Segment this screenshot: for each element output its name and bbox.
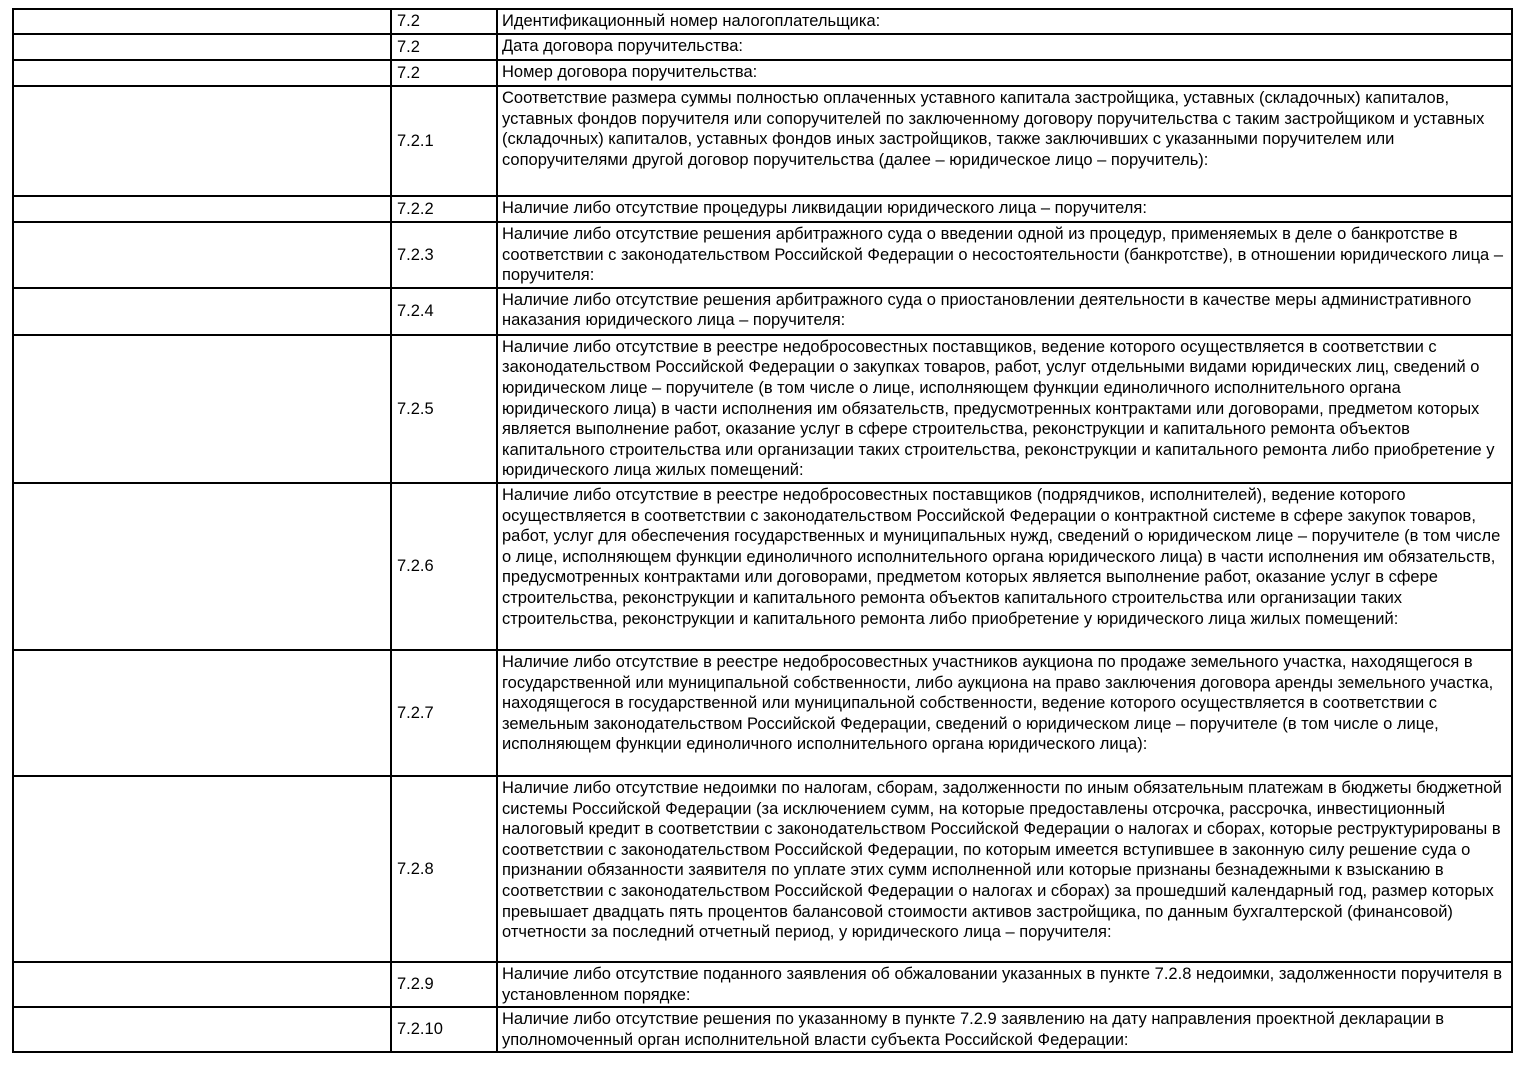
empty-value-cell bbox=[13, 9, 391, 34]
empty-value-cell bbox=[13, 650, 391, 776]
empty-value-cell bbox=[13, 86, 391, 196]
item-number-cell: 7.2 bbox=[391, 60, 497, 86]
empty-value-cell bbox=[13, 222, 391, 288]
table-row bbox=[13, 86, 1512, 196]
empty-value-cell bbox=[13, 335, 391, 483]
item-number-cell: 7.2.10 bbox=[391, 1007, 497, 1052]
item-number-cell: 7.2 bbox=[391, 9, 497, 34]
empty-value-cell bbox=[13, 60, 391, 86]
empty-value-cell bbox=[13, 1007, 391, 1052]
item-number-cell: 7.2.4 bbox=[391, 288, 497, 335]
table-body bbox=[13, 9, 1512, 1052]
item-text-cell: Наличие либо отсутствие решения арбитражного суда о приостановлении деятельности в качестве меры административного наказания юридического лица – поручителя: bbox=[497, 288, 1512, 335]
empty-value-cell bbox=[13, 483, 391, 650]
item-number-cell: 7.2.5 bbox=[391, 335, 497, 483]
item-text-cell: Наличие либо отсутствие поданного заявления об обжаловании указанных в пункте 7.2.8 недоимки, задолженности поручителя в установленном порядке: bbox=[497, 962, 1512, 1007]
empty-value-cell bbox=[13, 196, 391, 222]
item-text-cell: Наличие либо отсутствие в реестре недобросовестных поставщиков, ведение которого осуществляется в соответствии с законодательством Российской Федерации о закупках товаров, работ, услуг отдельными видами юридических лиц, сведений о юридическом лице – поручителе (в том числе о лице, исполняющем функции единоличного исполнительного органа юридического лица) в части исполнения им обязательств, предусмотренных контрактами или договорами, предметом которых является выполнение работ, оказание услуг в сфере строительства, реконструкции и капитального ремонта объектов капитального строительства или организации таких строительства, реконструкции и капитального ремонта либо приобретение у юридического лица жилых помещений: bbox=[497, 335, 1512, 483]
table-row bbox=[13, 1007, 1512, 1052]
table-row bbox=[13, 335, 1512, 483]
table-row bbox=[13, 650, 1512, 776]
item-text-cell: Дата договора поручительства: bbox=[497, 34, 1512, 60]
item-number-cell: 7.2.9 bbox=[391, 962, 497, 1007]
table-row bbox=[13, 196, 1512, 222]
empty-value-cell bbox=[13, 288, 391, 335]
item-number-cell: 7.2.3 bbox=[391, 222, 497, 288]
item-text-cell: Соответствие размера суммы полностью оплаченных уставного капитала застройщика, уставных (складочных) капиталов, уставных фондов поручителя или сопоручителей по заключенному договору поручительства с таким застройщиком и уставных (складочных) капиталов, уставных фондов иных застройщиков, также заключивших с указанными поручителем или сопоручителями другой договор поручительства (далее – юридическое лицо – поручитель): bbox=[497, 86, 1512, 196]
item-number-cell: 7.2.2 bbox=[391, 196, 497, 222]
item-text-cell: Наличие либо отсутствие решения по указанному в пункте 7.2.9 заявлению на дату направления проектной декларации в уполномоченный орган исполнительной власти субъекта Российской Федерации: bbox=[497, 1007, 1512, 1052]
item-number-cell: 7.2 bbox=[391, 34, 497, 60]
empty-value-cell bbox=[13, 34, 391, 60]
item-number-cell: 7.2.7 bbox=[391, 650, 497, 776]
item-text-cell: Наличие либо отсутствие в реестре недобросовестных поставщиков (подрядчиков, исполнителей), ведение которого осуществляется в соответствии с законодательством Российской Федерации о контрактной системе в сфере закупок товаров, работ, услуг для обеспечения государственных и муниципальных нужд, сведений о юридическом лице – поручителе (в том числе о лице, исполняющем функции единоличного исполнительного органа юридического лица) в части исполнения им обязательств, предусмотренных контрактами или договорами, предметом которых является выполнение работ, оказание услуг в сфере строительства, реконструкции и капитального ремонта объектов капитального строительства или организации таких строительства, реконструкции и капитального ремонта либо приобретение у юридического лица жилых помещений: bbox=[497, 483, 1512, 650]
table-row bbox=[13, 222, 1512, 288]
empty-value-cell bbox=[13, 962, 391, 1007]
table-row bbox=[13, 776, 1512, 962]
table-row bbox=[13, 9, 1512, 34]
item-text-cell: Наличие либо отсутствие недоимки по налогам, сборам, задолженности по иным обязательным платежам в бюджеты бюджетной системы Российской Федерации (за исключением сумм, на которые предоставлены отсрочка, рассрочка, инвестиционный налоговый кредит в соответствии с законодательством Российской Федерации о налогах и сборах, которые реструктурированы в соответствии с законодательством Российской Федерации, по которым имеется вступившее в законную силу решение суда о признании обязанности заявителя по уплате этих сумм исполненной или которые признаны безнадежными к взысканию в соответствии с законодательством Российской Федерации о налогах и сборах) за прошедший календарный год, размер которых превышает двадцать пять процентов балансовой стоимости активов застройщика, по данным бухгалтерской (финансовой) отчетности за последний отчетный период, у юридического лица – поручителя: bbox=[497, 776, 1512, 962]
item-text-cell: Номер договора поручительства: bbox=[497, 60, 1512, 86]
item-text-cell: Наличие либо отсутствие в реестре недобросовестных участников аукциона по продаже земельного участка, находящегося в государственной или муниципальной собственности, либо аукциона на право заключения договора аренды земельного участка, находящегося в государственной или муниципальной собственности, ведение которого осуществляется в соответствии с земельным законодательством Российской Федерации, сведений о юридическом лице – поручителе (в том числе о лице, исполняющем функции единоличного исполнительного органа юридического лица): bbox=[497, 650, 1512, 776]
item-number-cell: 7.2.8 bbox=[391, 776, 497, 962]
item-text-cell: Наличие либо отсутствие процедуры ликвидации юридического лица – поручителя: bbox=[497, 196, 1512, 222]
item-text-cell: Идентификационный номер налогоплательщика: bbox=[497, 9, 1512, 34]
table-row bbox=[13, 962, 1512, 1007]
table-row bbox=[13, 288, 1512, 335]
table-row bbox=[13, 34, 1512, 60]
item-number-cell: 7.2.6 bbox=[391, 483, 497, 650]
table-row bbox=[13, 483, 1512, 650]
declaration-table bbox=[12, 8, 1513, 1053]
item-text-cell: Наличие либо отсутствие решения арбитражного суда о введении одной из процедур, применяемых в деле о банкротстве в соответствии с законодательством Российской Федерации о несостоятельности (банкротстве), в отношении юридического лица – поручителя: bbox=[497, 222, 1512, 288]
table-row bbox=[13, 60, 1512, 86]
empty-value-cell bbox=[13, 776, 391, 962]
item-number-cell: 7.2.1 bbox=[391, 86, 497, 196]
